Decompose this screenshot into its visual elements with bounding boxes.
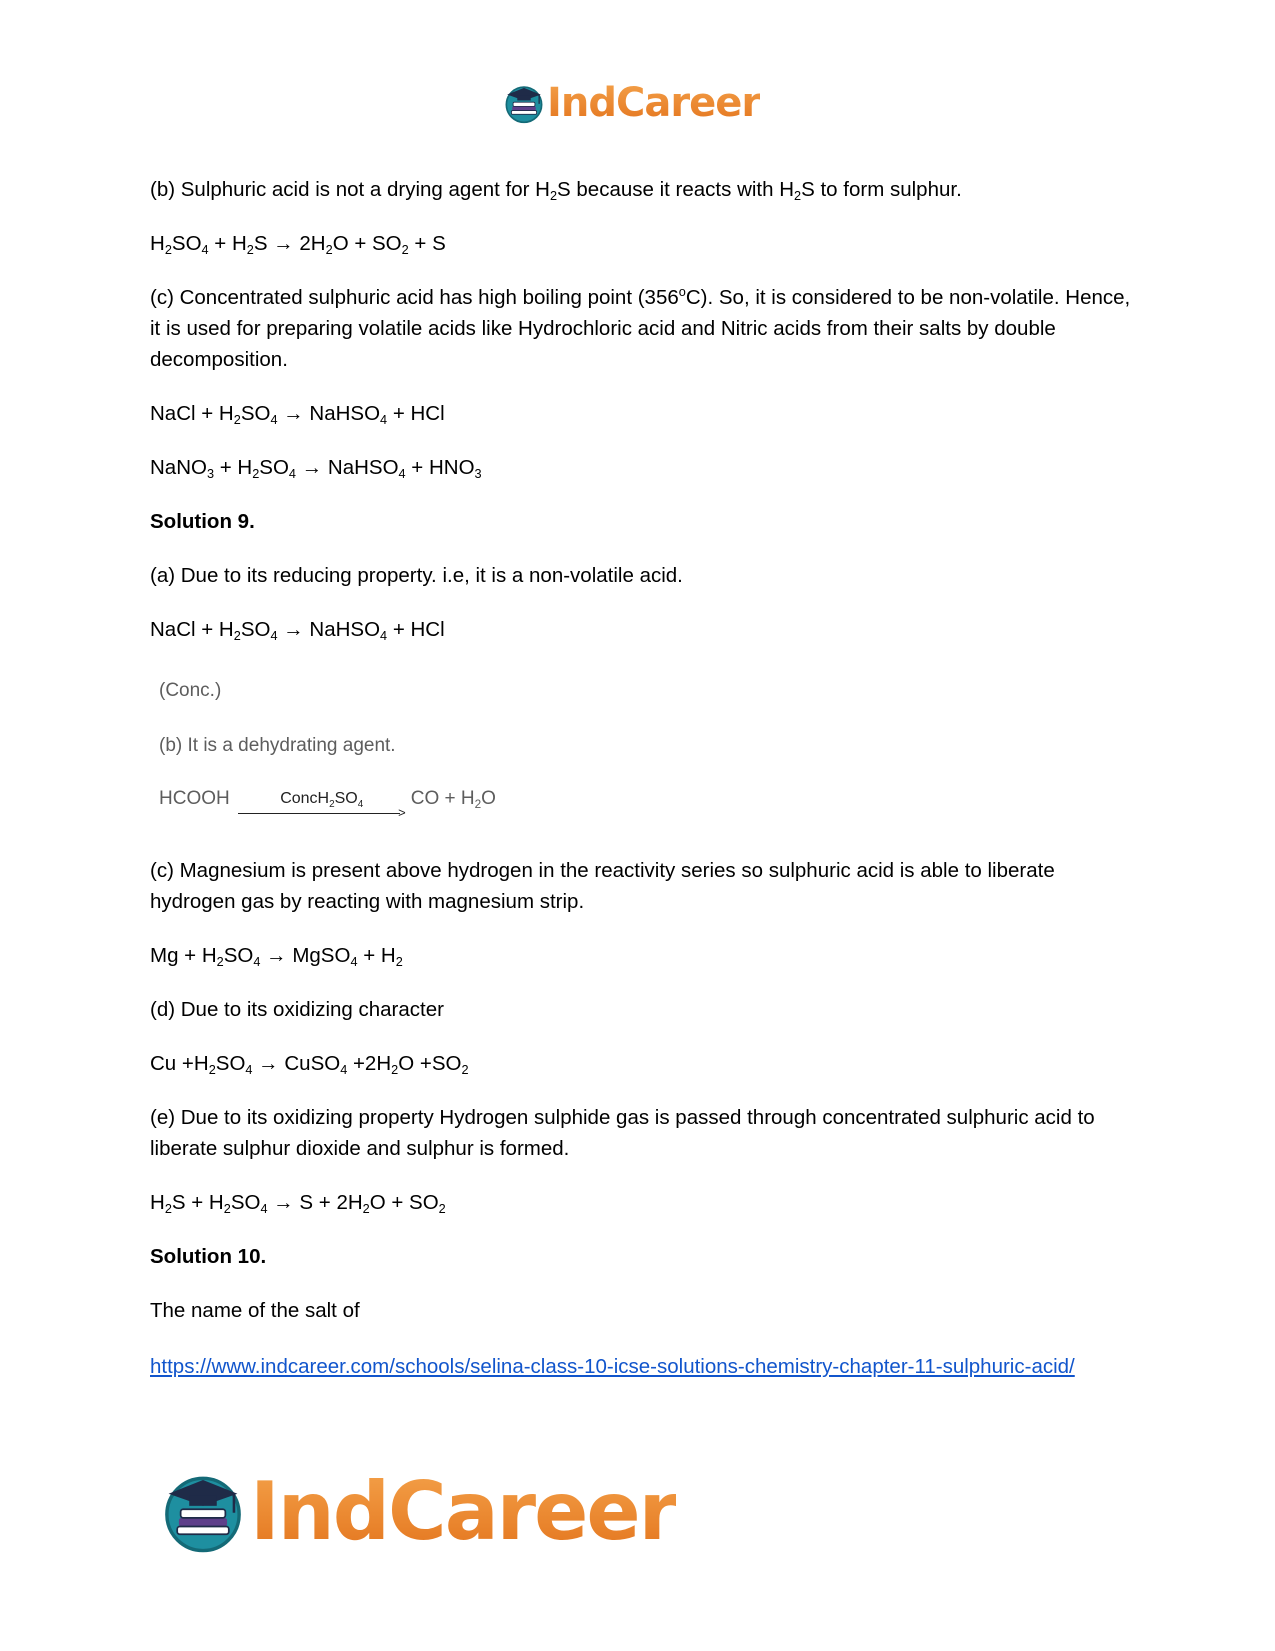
arrow-line — [238, 813, 400, 814]
paragraph-d-oxidizing: (d) Due to its oxidizing character — [150, 998, 444, 1021]
heading-solution-10: Solution 10. — [150, 1245, 267, 1268]
equation-cu: $Cu +H_2SO_4$ → CuSO$_4$ $+2H_2O +SO_2$ — [150, 1052, 469, 1077]
source-url-link[interactable]: https://www.indcareer.com/schools/selina-class-10-icse-solutions-chemistry-chapter-11-sulphuric-acid/ — [150, 1355, 1075, 1378]
paragraph-b-drying-agent: (b) Sulphuric acid is not a drying agent for $H_2S$ because it reacts with $H_2S$ to form sulphur. — [150, 178, 962, 203]
brand-name: IndCareer — [547, 80, 761, 126]
reaction-arrow — [238, 790, 406, 820]
embedded-equation-image — [159, 678, 1135, 820]
equation-nacl: NaCl + $H_2SO_4$ → NaHSO$_4$ + HCl — [150, 402, 445, 427]
paragraph-a-reducing: (a) Due to its reducing property. i.e, it is a non-volatile acid. — [150, 564, 683, 587]
header-logo — [503, 80, 760, 126]
graduation-cap-books-globe-icon — [503, 82, 545, 124]
paragraph-salt: The name of the salt of — [150, 1299, 360, 1322]
equation-nacl-2: NaCl + $H_2SO_4$ → NaHSO$_4$ + HCl — [150, 618, 445, 643]
paragraph-e-h2s: (e) Due to its oxidizing property Hydrogen sulphide gas is passed through concentrated sulphuric acid to liberate sulphur dioxide and sulphur is formed. — [150, 1106, 1095, 1160]
image-reaction-hcooh — [159, 788, 1135, 820]
arrow-condition: $ConcH_2SO_4$ — [280, 790, 364, 810]
brand-name-footer: IndCareer — [250, 1464, 677, 1558]
graduation-cap-books-globe-icon — [160, 1468, 246, 1554]
image-dehydrating-text: (b) It is a dehydrating agent. — [159, 735, 396, 756]
arrow-head-icon: > — [398, 805, 406, 820]
paragraph-c-magnesium: (c) Magnesium is present above hydrogen in the reactivity series so sulphuric acid is able to liberate hydrogen gas by reacting with magnesium strip. — [150, 859, 1055, 913]
heading-solution-9: Solution 9. — [150, 510, 255, 533]
equation-nano3: NaNO$_3$ + $H_2SO_4$ → NaHSO$_4$ + $HNO_3$ — [150, 456, 482, 481]
footer-logo — [160, 1466, 676, 1556]
products: CO + $H_2O$ — [410, 788, 496, 811]
equation-mg: $Mg + H_2SO_4$ → MgSO$_4$ + $H_2$ — [150, 944, 403, 969]
reactant-hcooh: HCOOH — [159, 788, 230, 809]
equation-h2s: $H_2S + H_2SO_4 \to S + 2H_2O + SO_2$ — [150, 1191, 446, 1216]
document-body — [150, 174, 1135, 1384]
equation-h2so4-h2s: $H_2SO_4 + H_2S \to 2H_2O + SO_2 + S$ — [150, 232, 446, 257]
image-conc-label: (Conc.) — [159, 680, 222, 701]
paragraph-c-non-volatile: (c) Concentrated sulphuric acid has high boiling point (356$^o$C). So, it is considered to be non-volatile. Hence, it is used for preparing volatile acids like Hydrochloric acid and Nitric acids from their salts by double decomposition. — [150, 284, 1131, 371]
